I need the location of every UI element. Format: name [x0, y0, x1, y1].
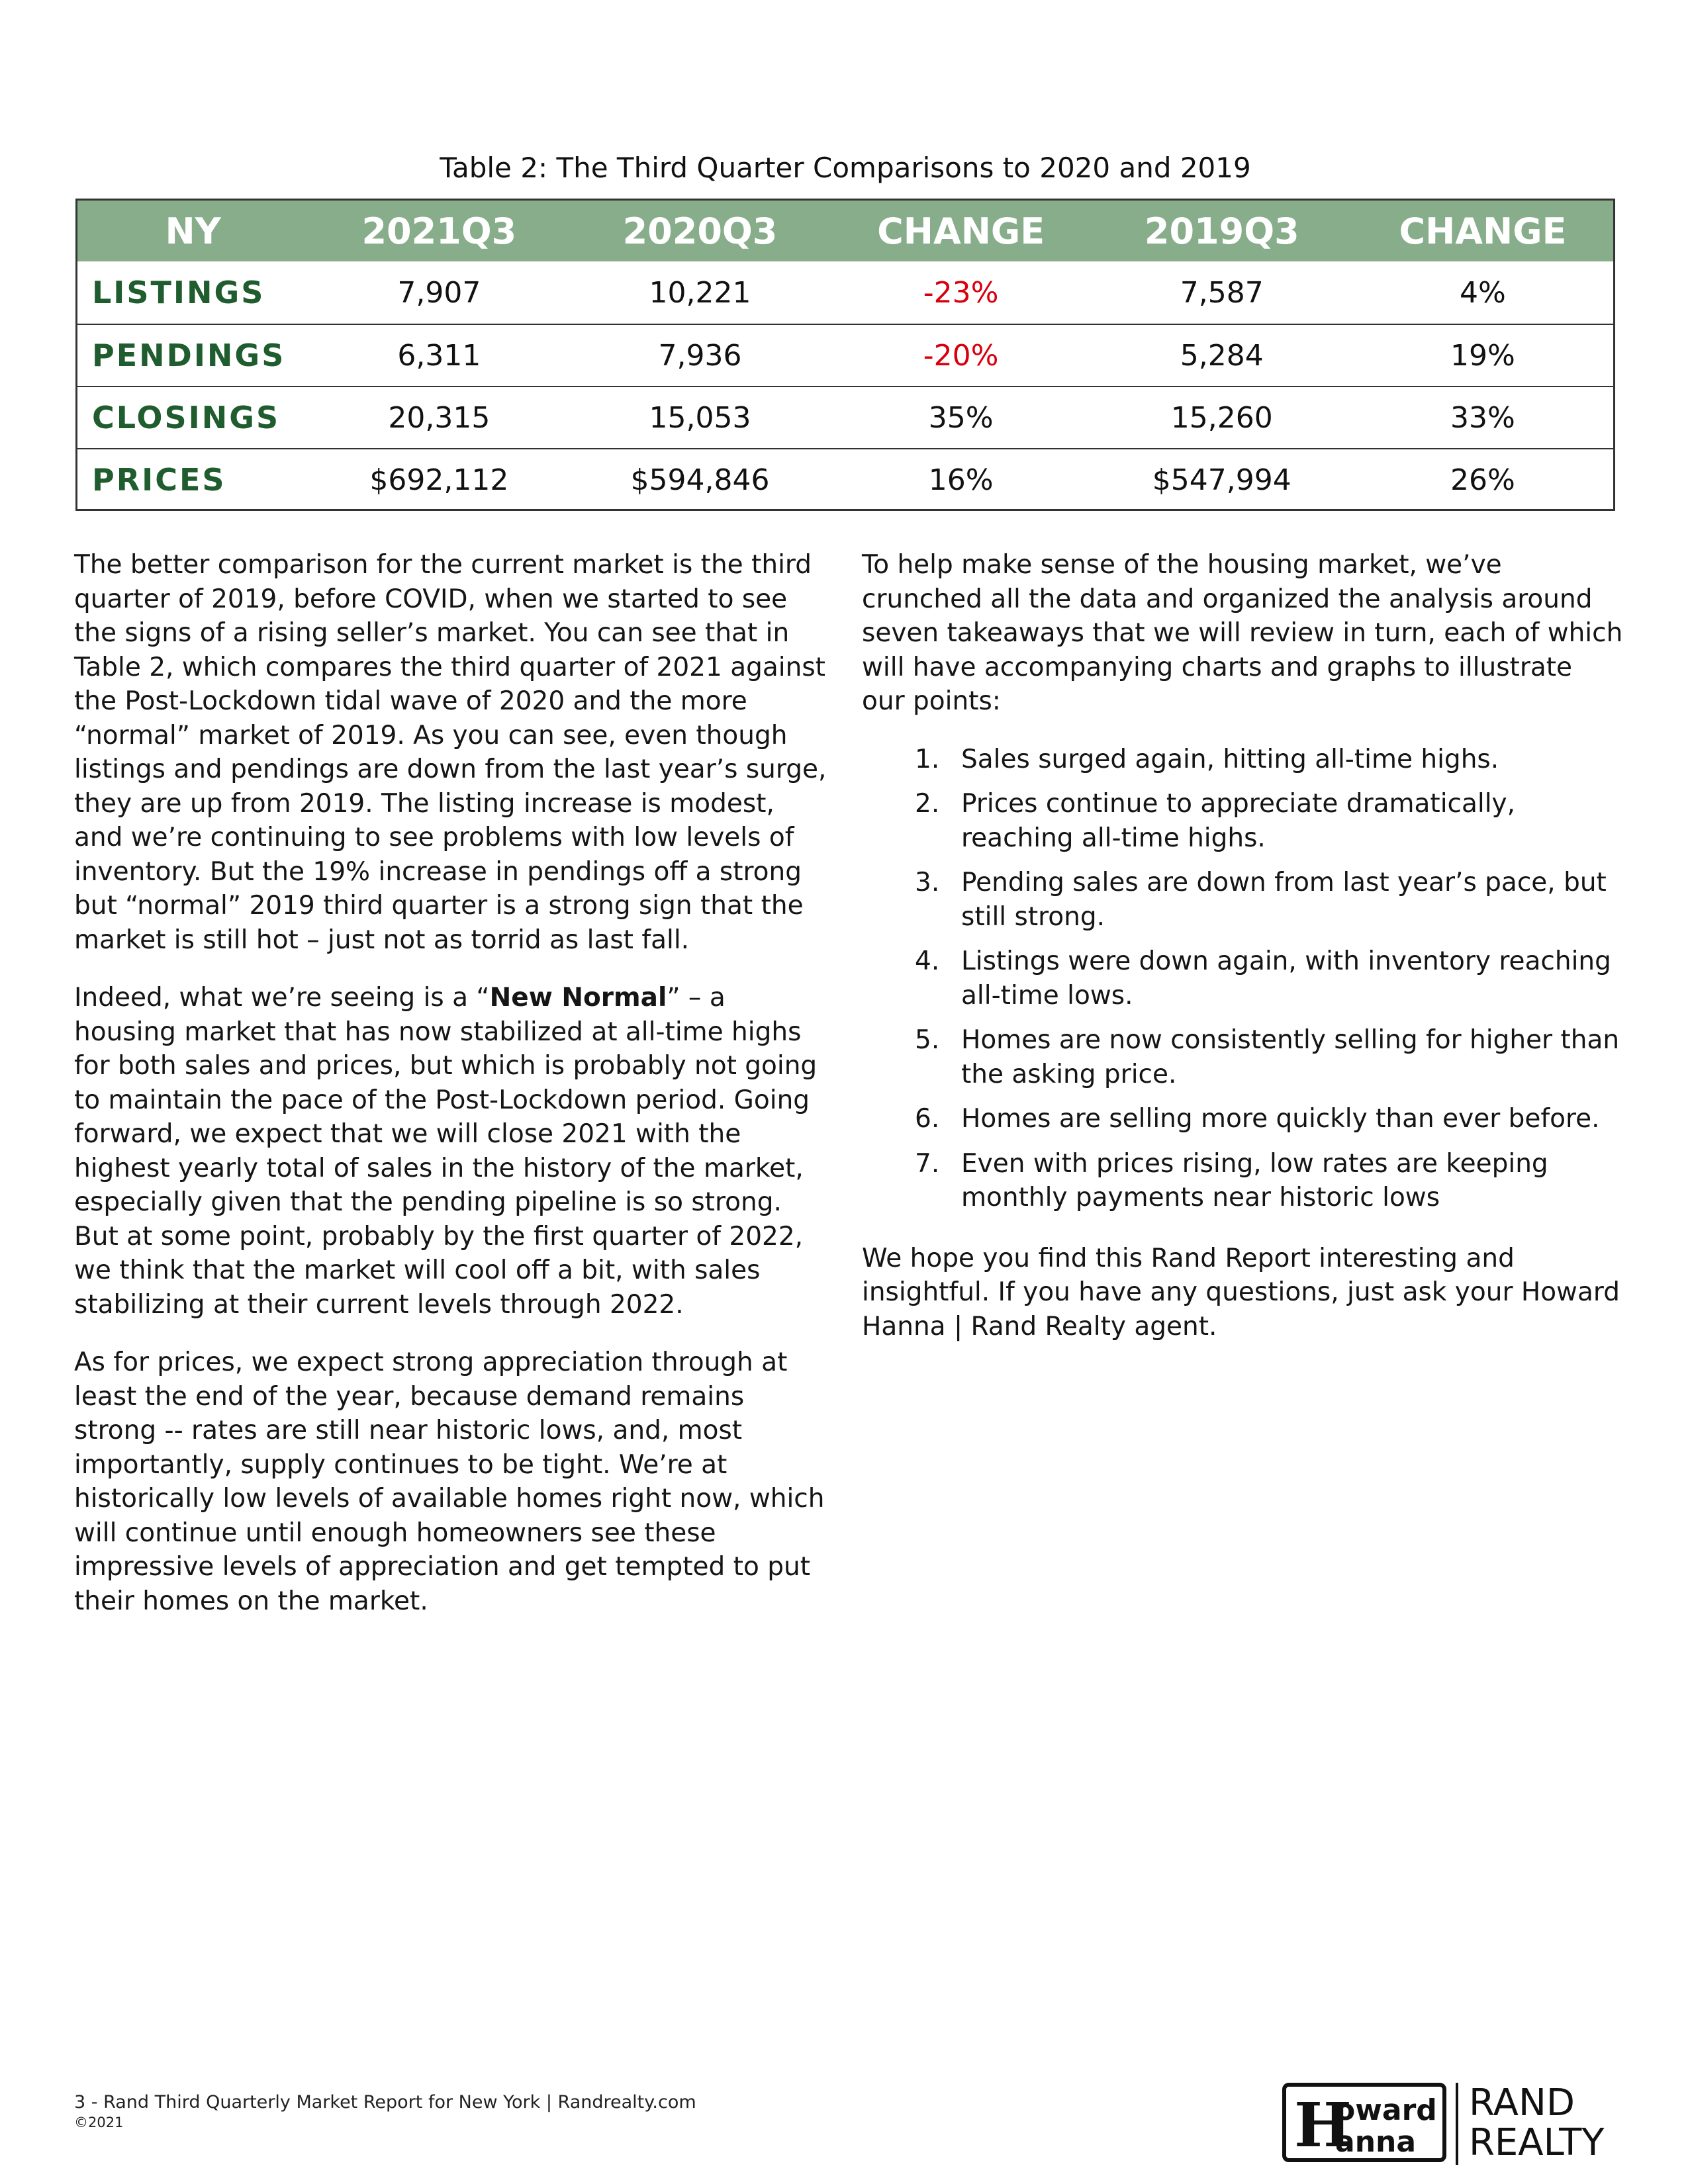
list-text: Sales surged again, hitting all-time highs. — [961, 744, 1499, 774]
new-normal-rest: ” – a housing market that has now stabilized at all-time highs for both sales and prices, but which is probably not going to maintain the pace of the Post-Lockdown period. Going forward, we expect that we will close 2021 with the highest yearly total of sales in the history of the market, especially given that the pending pipeline is so strong. But at some point, probably by the first quarter of 2022, we think that the market will cool off a bit, with sales stabilizing at their current levels through 2022. — [74, 983, 818, 1320]
list-text: Homes are now consistently selling for higher than the asking price. — [961, 1025, 1620, 1089]
logo-word-hanna: anna — [1335, 2125, 1417, 2159]
cell-change-2019: 26% — [1450, 463, 1515, 497]
list-text: Prices continue to appreciate dramatically, reaching all-time highs. — [961, 789, 1516, 853]
list-text: Pending sales are down from last year’s pace, but still strong. — [961, 868, 1607, 932]
cell-2020q3: 15,053 — [649, 400, 751, 435]
list-item — [862, 866, 1623, 934]
left-column — [74, 548, 829, 1642]
table-row-pendings — [77, 324, 1613, 386]
table-caption: Table 2: The Third Quarter Comparisons to 2020 and 2019 — [440, 152, 1251, 184]
row-label: PRICES — [92, 462, 226, 498]
cell-2020q3: 7,936 — [658, 338, 742, 373]
row-label: LISTINGS — [92, 275, 265, 310]
cell-2021q3: 6,311 — [397, 338, 481, 373]
header-region: NY — [165, 210, 221, 252]
page-footer — [74, 2091, 696, 2131]
row-label: CLOSINGS — [92, 400, 281, 435]
cell-2019q3: 15,260 — [1170, 400, 1273, 435]
cell-change-2020: -20% — [923, 338, 999, 373]
list-item — [862, 1102, 1623, 1136]
list-number: 6. — [915, 1104, 940, 1134]
cell-change-2019: 4% — [1460, 275, 1506, 310]
table-row-closings — [77, 386, 1613, 448]
list-number: 5. — [915, 1025, 940, 1055]
list-number: 2. — [915, 789, 940, 819]
howard-hanna-rand-realty-logo — [1282, 2081, 1620, 2167]
paragraph-prices: As for prices, we expect strong appreciation through at least the end of the year, because demand remains strong -- rates are still near historic lows, and, most importantly, supply continues to be tight. We’re at historically low levels of available homes right now, which will continue until enough homeowners see these impressive levels of appreciation and get tempted to put their homes on the market. — [74, 1347, 825, 1616]
comparison-table — [75, 199, 1615, 511]
list-item — [862, 787, 1623, 855]
cell-2019q3: 7,587 — [1180, 275, 1264, 310]
footer-text: 3 - Rand Third Quarterly Market Report for New York | Randrealty.com — [74, 2092, 696, 2113]
cell-change-2019: 19% — [1450, 338, 1515, 373]
right-column — [862, 548, 1623, 1367]
new-normal-lead: Indeed, what we’re seeing is a “ — [74, 983, 490, 1013]
cell-change-2020: 16% — [928, 463, 994, 497]
table-row-listings — [77, 261, 1613, 324]
logo-letter: H — [1294, 2089, 1352, 2161]
paragraph-takeaways-intro: To help make sense of the housing market, we’ve crunched all the data and organized the analysis around seven takeaways that we will review in turn, each of which will have accompanying charts and graphs to illustrate our points: — [862, 550, 1623, 716]
list-text: Listings were down again, with inventory reaching all-time lows. — [961, 946, 1611, 1011]
table-header-row — [77, 201, 1613, 261]
row-label: PENDINGS — [92, 338, 286, 373]
takeaways-list — [862, 743, 1623, 1215]
cell-change-2020: -23% — [923, 275, 999, 310]
header-change-2020: CHANGE — [877, 210, 1045, 252]
header-2019q3: 2019Q3 — [1144, 210, 1299, 252]
new-normal-emphasis: New Normal — [489, 983, 667, 1013]
list-item — [862, 944, 1623, 1013]
list-number: 7. — [915, 1148, 940, 1179]
logo-divider — [1456, 2083, 1458, 2165]
list-item — [862, 1147, 1623, 1215]
cell-2021q3: 20,315 — [388, 400, 491, 435]
cell-2019q3: 5,284 — [1180, 338, 1264, 373]
header-change-2019: CHANGE — [1399, 210, 1567, 252]
cell-2020q3: $594,846 — [630, 463, 770, 497]
logo-realty: REALTY — [1469, 2121, 1605, 2164]
header-2020q3: 2020Q3 — [622, 210, 778, 252]
logo-box — [1282, 2083, 1446, 2162]
paragraph-comparison: The better comparison for the current market is the third quarter of 2019, before COVID, when we started to see the signs of a rising seller’s market. You can see that in Table 2, which compares the third quarter of 2021 against the Post-Lockdown tidal wave of 2020 and the more “normal” market of 2019. As you can see, even though listings and pendings are down from the last year’s surge, they are up from 2019. The listing increase is modest, and we’re continuing to see problems with low levels of inventory. But the 19% increase in pendings off a strong but “normal” 2019 third quarter is a strong sign that the market is still hot – just not as torrid as last fall. — [74, 550, 827, 955]
paragraph-new-normal — [74, 981, 829, 1322]
list-item — [862, 1023, 1623, 1091]
logo-rand: RAND — [1469, 2081, 1575, 2124]
header-2021q3: 2021Q3 — [361, 210, 517, 252]
cell-2020q3: 10,221 — [649, 275, 751, 310]
list-number: 3. — [915, 868, 940, 897]
logo-word-howard: oward — [1335, 2093, 1437, 2127]
cell-2019q3: $547,994 — [1152, 463, 1291, 497]
list-text: Homes are selling more quickly than ever before. — [961, 1104, 1600, 1134]
cell-2021q3: 7,907 — [397, 275, 481, 310]
copyright: ©2021 — [74, 2115, 124, 2130]
paragraph-closing: We hope you find this Rand Report interesting and insightful. If you have any questions, just ask your Howard Hanna | Rand Realty agent. — [862, 1243, 1620, 1342]
list-number: 1. — [915, 744, 940, 774]
list-text: Even with prices rising, low rates are keeping monthly payments near historic lows — [961, 1148, 1548, 1212]
table-row-prices — [77, 448, 1613, 510]
cell-change-2019: 33% — [1450, 400, 1515, 435]
list-item — [862, 743, 1623, 777]
cell-change-2020: 35% — [928, 400, 994, 435]
cell-2021q3: $692,112 — [369, 463, 509, 497]
list-number: 4. — [915, 946, 940, 976]
